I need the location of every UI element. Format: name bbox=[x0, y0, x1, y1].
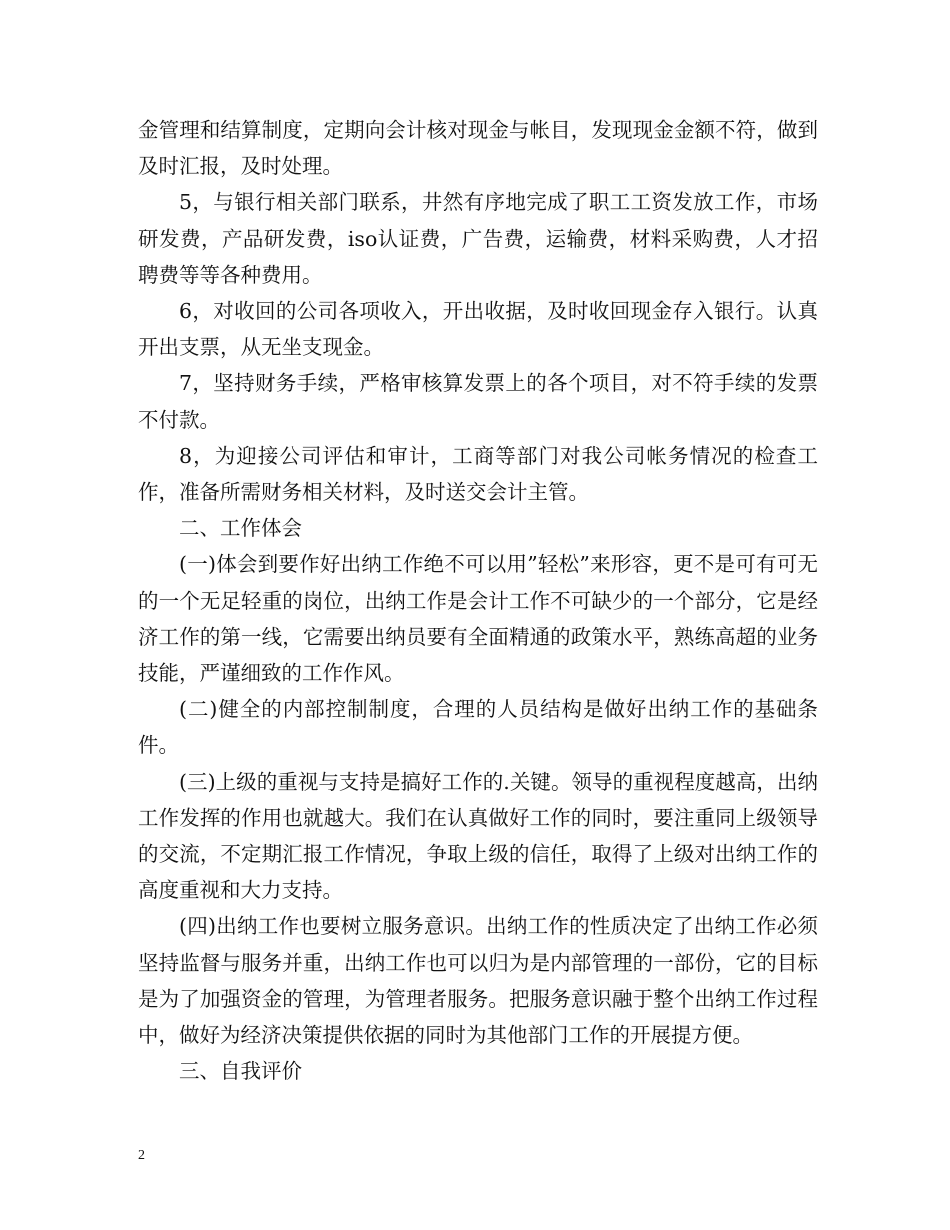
section-heading-work-experience: 二、工作体会 bbox=[179, 516, 302, 541]
paragraph-experience-2: (二)健全的内部控制制度，合理的人员结构是做好出纳工作的基础条件。 bbox=[138, 697, 818, 758]
paragraph-experience-3: (三)上级的重视与支持是搞好工作的.关键。领导的重视程度越高，出纳工作发挥的作用也就越大。我们在认真做好工作的同时，要注重同上级领导的交流，不定期汇报工作情况，争取上级的信任，取得了上级对出纳工作的高度重视和大力支持。 bbox=[138, 769, 818, 903]
paragraph-experience-1: (一)体会到要作好出纳工作绝不可以用”轻松”来形容，更不是可有可无的一个无足轻重的岗位，出纳工作是会计工作不可缺少的一个部分，它是经济工作的第一线，它需要出纳员要有全面精通的政策水平，熟练高超的业务技能，严谨细致的工作作风。 bbox=[138, 552, 818, 686]
section-heading-self-evaluation: 三、自我评价 bbox=[179, 1059, 302, 1084]
document-body bbox=[138, 112, 818, 1089]
paragraph-experience-4: (四)出纳工作也要树立服务意识。出纳工作的性质决定了出纳工作必须坚持监督与服务并重，出纳工作也可以归为是内部管理的一部份，它的目标是为了加强资金的管理，为管理者服务。把服务意识融于整个出纳工作过程中，做好为经济决策提供依据的同时为其他部门工作的开展提方便。 bbox=[138, 914, 818, 1048]
paragraph-item-8: 8，为迎接公司评估和审计，工商等部门对我公司帐务情况的检查工作，准备所需财务相关材料，及时送交会计主管。 bbox=[138, 443, 818, 505]
paragraph-item-5: 5，与银行相关部门联系，井然有序地完成了职工工资发放工作，市场研发费，产品研发费，iso认证费，广告费，运输费，材料采购费，人才招聘费等等各种费用。 bbox=[138, 190, 818, 287]
page-number: 2 bbox=[138, 1148, 145, 1163]
paragraph-cash-management: 金管理和结算制度，定期向会计核对现金与帐目，发现现金金额不符，做到及时汇报，及时处理。 bbox=[138, 118, 818, 179]
paragraph-item-7: 7，坚持财务手续，严格审核算发票上的各个项目，对不符手续的发票不付款。 bbox=[138, 371, 818, 432]
paragraph-item-6: 6，对收回的公司各项收入，开出收据，及时收回现金存入银行。认真开出支票，从无坐支现金。 bbox=[138, 299, 818, 360]
